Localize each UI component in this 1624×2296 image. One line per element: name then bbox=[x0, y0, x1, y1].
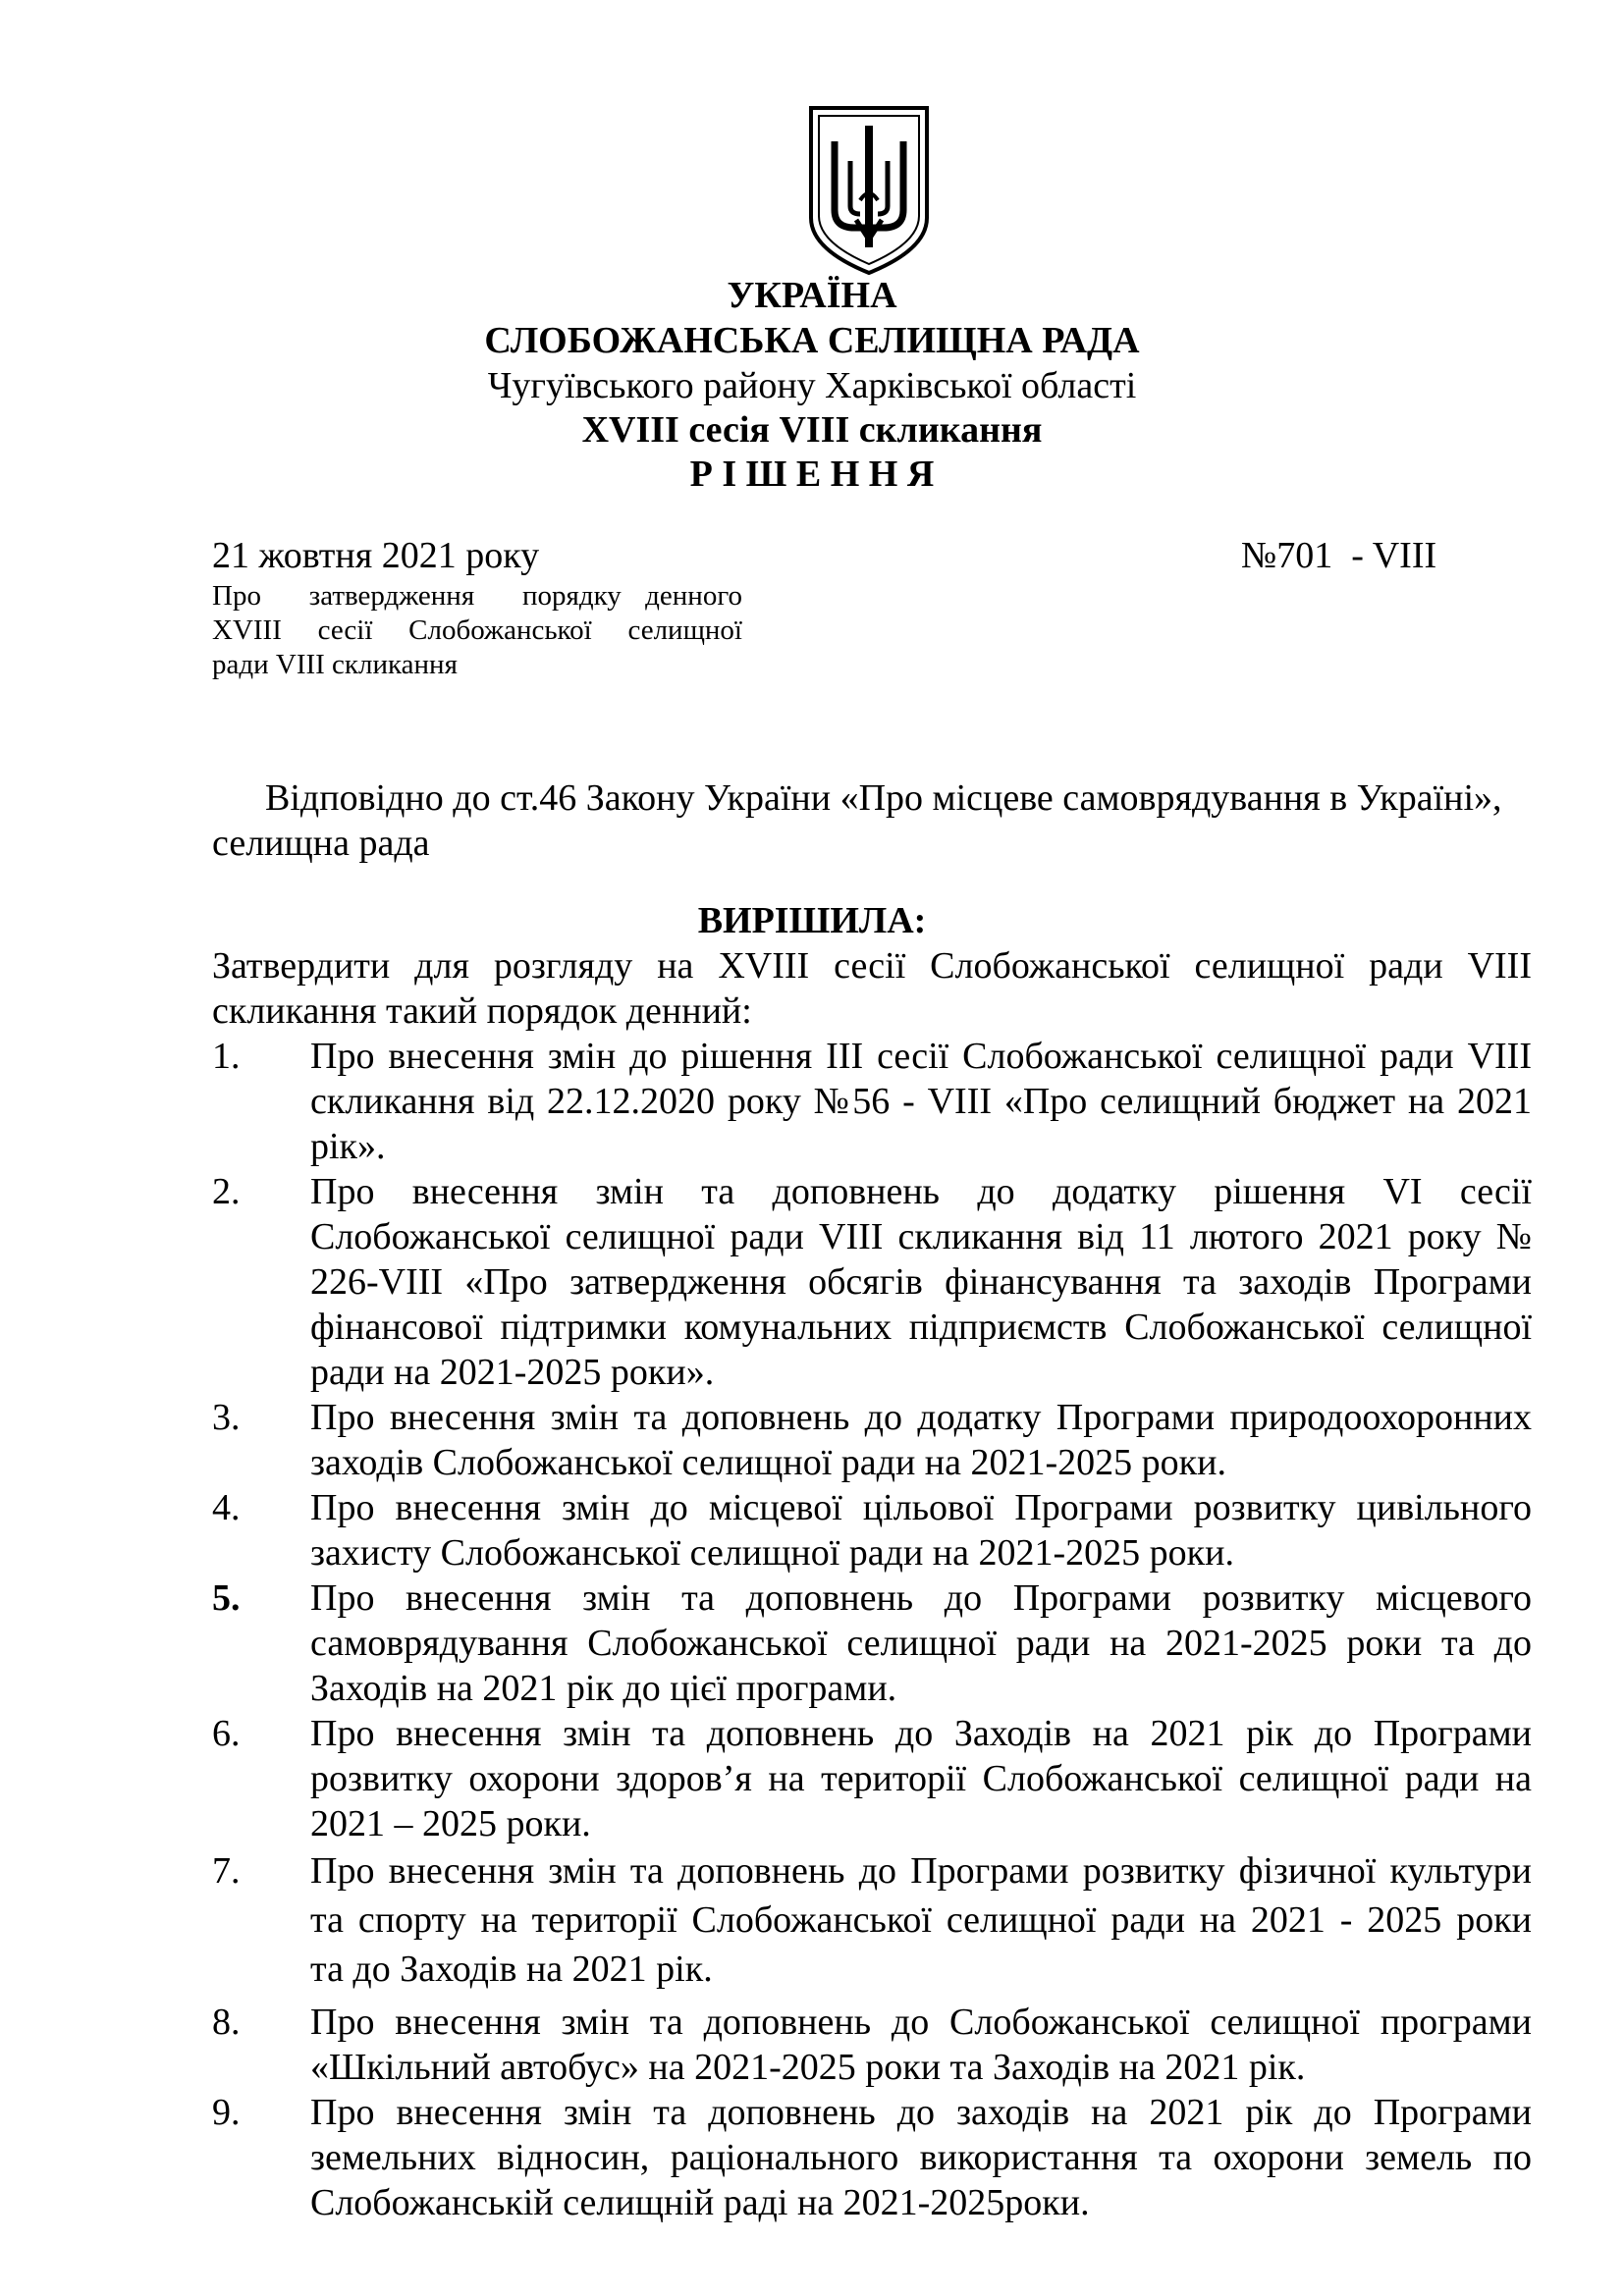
item-number: 3. bbox=[212, 1397, 241, 1438]
intro-line: Затвердити для розгляду на XVIII сесії Слобожанської селищної ради VIII bbox=[212, 945, 1532, 987]
item-line: Слобожанської селищної ради VIII скликання від 11 лютого 2021 року № bbox=[310, 1216, 1532, 1257]
item-line: захисту Слобожанської селищної ради на 2021-2025 роки. bbox=[310, 1532, 1234, 1574]
item-line: земельних відносин, раціонального використання та охорони земель по bbox=[310, 2137, 1532, 2178]
agenda-item-7 bbox=[212, 1846, 1532, 1994]
decision-number: №701 - VIII bbox=[1241, 535, 1437, 576]
item-line: Слобожанській селищній раді на 2021-2025роки. bbox=[310, 2182, 1090, 2223]
item-line: та спорту на території Слобожанської селищної ради на 2021 - 2025 роки bbox=[310, 1899, 1532, 1941]
item-line: розвитку охорони здоров’я на території Слобожанської селищної ради на bbox=[310, 1758, 1532, 1799]
item-number: 5. bbox=[212, 1577, 241, 1619]
header-session: XVIII сесія VIII скликання bbox=[581, 409, 1043, 451]
resolution-intro bbox=[212, 943, 1532, 1034]
item-line: 2021 – 2025 роки. bbox=[310, 1803, 591, 1844]
agenda-item-5 bbox=[212, 1575, 1532, 1711]
item-number: 6. bbox=[212, 1713, 241, 1754]
item-line: Про внесення змін та доповнень до Слобожанської селищної програми bbox=[310, 2002, 1532, 2043]
trident-emblem-icon bbox=[805, 102, 933, 279]
item-line: Про внесення змін та доповнень до додатку рішення VI сесії bbox=[310, 1171, 1532, 1212]
item-line: фінансової підтримки комунальних підприємств Слобожанської селищної bbox=[310, 1307, 1532, 1348]
item-line: Про внесення змін до рішення III сесії Слобожанської селищної ради VIII bbox=[310, 1036, 1532, 1077]
item-line: Про внесення змін до місцевої цільової Програми розвитку цивільного bbox=[310, 1487, 1532, 1528]
agenda-item-1 bbox=[212, 1034, 1532, 1169]
item-line: Заходів на 2021 рік до цієї програми. bbox=[310, 1668, 897, 1709]
preamble-line-2: селищна рада bbox=[212, 823, 430, 864]
item-number: 8. bbox=[212, 2002, 241, 2043]
item-line: скликання від 22.12.2020 року №56 - VIII «Про селищний бюджет на 2021 bbox=[310, 1081, 1532, 1122]
item-number: 4. bbox=[212, 1487, 241, 1528]
item-line: Про внесення змін та доповнень до заходів на 2021 рік до Програми bbox=[310, 2092, 1532, 2133]
item-line: Про внесення змін та доповнень до додатку Програми природоохоронних bbox=[310, 1397, 1532, 1438]
item-number: 2. bbox=[212, 1171, 241, 1212]
item-line: рік». bbox=[310, 1126, 386, 1167]
agenda-item-8 bbox=[212, 2000, 1532, 2090]
item-line: «Шкільний автобус» на 2021-2025 роки та Заходів на 2021 рік. bbox=[310, 2047, 1306, 2088]
agenda-item-6 bbox=[212, 1711, 1532, 1846]
item-line: 226-VIII «Про затвердження обсягів фінансування та заходів Програми bbox=[310, 1261, 1532, 1303]
item-line: Про внесення змін та доповнень до Програми розвитку фізичної культури bbox=[310, 1850, 1532, 1892]
agenda-item-3 bbox=[212, 1395, 1532, 1485]
item-number: 9. bbox=[212, 2092, 241, 2133]
agenda-item-2 bbox=[212, 1169, 1532, 1395]
item-number: 1. bbox=[212, 1036, 241, 1077]
decision-subject bbox=[212, 579, 742, 682]
item-number: 7. bbox=[212, 1850, 241, 1892]
item-line: та до Заходів на 2021 рік. bbox=[310, 1949, 713, 1990]
agenda-item-9 bbox=[212, 2090, 1532, 2225]
header-country: УКРАЇНА bbox=[727, 275, 897, 316]
item-line: Про внесення змін та доповнень до Програми розвитку місцевого bbox=[310, 1577, 1532, 1619]
agenda-item-4 bbox=[212, 1485, 1532, 1575]
header-doc-type: Р І Ш Е Н Н Я bbox=[689, 454, 935, 495]
subject-line: Про затвердження порядку денного bbox=[212, 580, 742, 612]
item-line: Про внесення змін та доповнень до Заходів на 2021 рік до Програми bbox=[310, 1713, 1532, 1754]
header-district: Чугуївського району Харківської області bbox=[487, 365, 1137, 406]
preamble-line-1: Відповідно до ст.46 Закону України «Про місцеве самоврядування в Україні», bbox=[265, 777, 1502, 819]
subject-line: XVIII сесії Слобожанської селищної bbox=[212, 614, 742, 646]
item-line: ради на 2021-2025 роки». bbox=[310, 1352, 715, 1393]
header-council: СЛОБОЖАНСЬКА СЕЛИЩНА РАДА bbox=[484, 320, 1140, 361]
item-line: заходів Слобожанської селищної ради на 2021-2025 роки. bbox=[310, 1442, 1226, 1483]
resolution-heading: ВИРІШИЛА: bbox=[697, 900, 927, 941]
decision-date: 21 жовтня 2021 року bbox=[212, 535, 540, 576]
item-line: самоврядування Слобожанської селищної ради на 2021-2025 роки та до bbox=[310, 1623, 1532, 1664]
intro-line: скликання такий порядок денний: bbox=[212, 990, 752, 1032]
subject-line: ради VIII скликання bbox=[212, 649, 458, 680]
